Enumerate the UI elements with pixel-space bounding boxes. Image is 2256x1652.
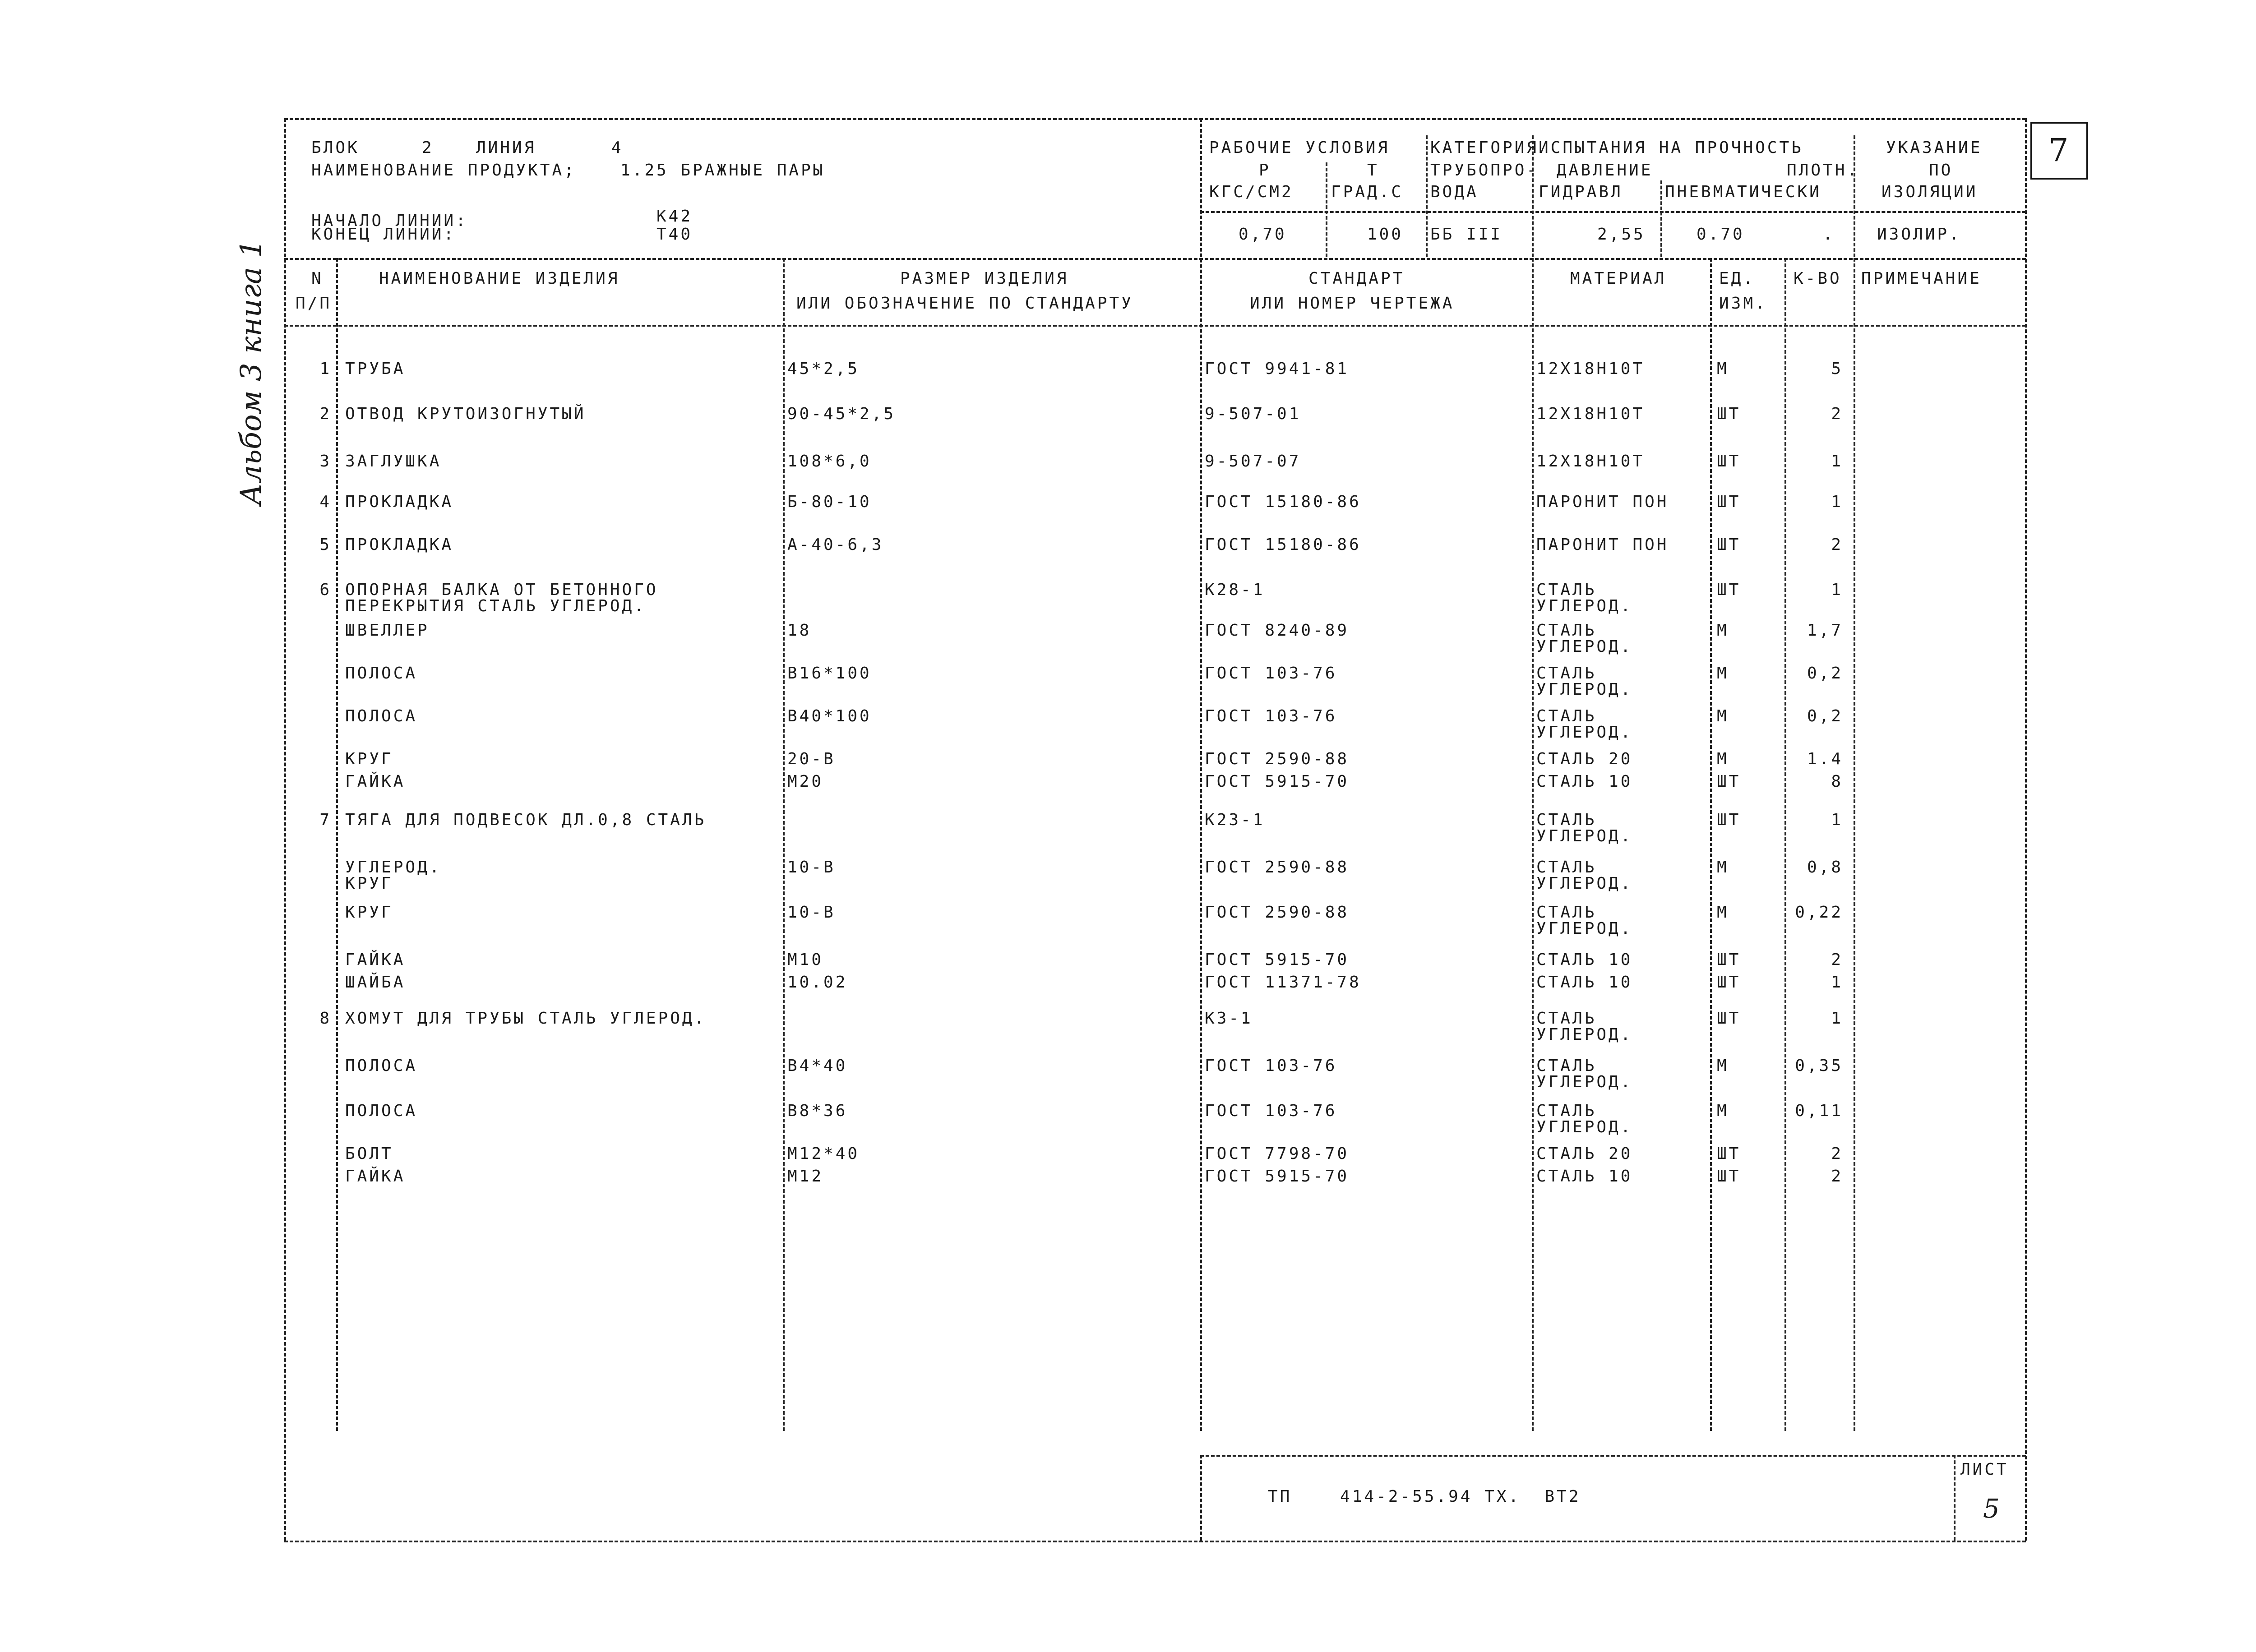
work-conditions-header: РАБОЧИЕ УСЛОВИЯ [1209, 138, 1390, 157]
footer-top-line [1200, 1455, 2026, 1457]
item-size: М10 [787, 951, 824, 969]
corner-sheet-box [2030, 122, 2088, 180]
tests-hydraulic: ГИДРАВЛ [1539, 183, 1623, 201]
item-material: СТАЛЬ [1536, 664, 1597, 683]
hdr-divider-cat [1426, 135, 1428, 257]
item-size: М12*40 [787, 1144, 860, 1163]
item-material: СТАЛЬ [1536, 903, 1597, 922]
item-name-continued: КРУГ [345, 874, 393, 893]
item-size: 18 [787, 621, 812, 640]
row-number: 5 [319, 535, 332, 554]
hdr-divider-pneu [1660, 180, 1662, 257]
item-qty: 2 [1831, 1167, 1843, 1186]
item-unit: ШТ [1717, 405, 1741, 423]
item-standard: ГОСТ 2590-88 [1205, 750, 1350, 768]
insulation-header-3: ИЗОЛЯЦИИ [1882, 183, 1978, 201]
item-material-continued: УГЛЕРОД. [1536, 827, 1633, 845]
columns-bottom-line [284, 325, 2026, 327]
item-size: 10.02 [787, 973, 848, 992]
item-material: 12Х18Н10Т [1536, 452, 1645, 471]
end-label: КОНЕЦ ЛИНИИ: [311, 225, 456, 244]
item-qty: 8 [1831, 772, 1843, 791]
item-standard: ГОСТ 11371-78 [1205, 973, 1361, 992]
insulation-header-2: ПО [1929, 161, 1953, 180]
item-name: ХОМУТ ДЛЯ ТРУБЫ СТАЛЬ УГЛЕРОД. [345, 1009, 707, 1028]
item-material: СТАЛЬ [1536, 621, 1597, 640]
col-header-std-2: ИЛИ НОМЕР ЧЕРТЕЖА [1250, 294, 1455, 313]
hdr-divider-t [1326, 162, 1327, 257]
col-header-unit-1: ЕД. [1719, 269, 1756, 288]
item-name: ПОЛОСА [345, 1102, 418, 1120]
item-name: ГАЙКА [345, 951, 406, 969]
col-divider-size [783, 258, 785, 1431]
item-size: М12 [787, 1167, 824, 1186]
item-qty: 2 [1831, 1144, 1843, 1163]
item-qty: 1 [1831, 1009, 1843, 1028]
item-material: СТАЛЬ 10 [1536, 1167, 1633, 1186]
item-size: 108*6,0 [787, 452, 872, 471]
item-material-continued: УГЛЕРОД. [1536, 637, 1633, 656]
t-value: 100 [1367, 225, 1404, 244]
item-unit: ШТ [1717, 1144, 1741, 1163]
item-qty: 2 [1831, 535, 1843, 554]
sheet-label: ЛИСТ [1960, 1460, 2009, 1479]
block-label: БЛОК [311, 138, 360, 157]
col-header-material: МАТЕРИАЛ [1570, 269, 1667, 288]
item-unit: М [1717, 903, 1729, 922]
col-header-size-1: РАЗМЕР ИЗДЕЛИЯ [900, 269, 1069, 288]
item-unit: ШТ [1717, 535, 1741, 554]
col-header-std-1: СТАНДАРТ [1308, 269, 1405, 288]
item-name: ОПОРНАЯ БАЛКА ОТ БЕТОННОГО [345, 581, 658, 599]
header-line-2 [284, 258, 2026, 260]
item-name: ПОЛОСА [345, 664, 418, 683]
line-label: ЛИНИЯ [476, 138, 536, 157]
footer-left-line [1200, 1455, 1202, 1541]
item-name: ПОЛОСА [345, 1057, 418, 1075]
item-name-continued: ПЕРЕКРЫТИЯ СТАЛЬ УГЛЕРОД. [345, 597, 646, 615]
item-size: В40*100 [787, 707, 872, 725]
item-name: ЗАГЛУШКА [345, 452, 442, 471]
item-unit: М [1717, 360, 1729, 378]
row-number: 6 [319, 581, 332, 599]
col-header-num-1: N [311, 269, 324, 288]
item-name: УГЛЕРОД. [345, 858, 442, 877]
item-qty: 0,2 [1807, 664, 1843, 683]
item-material: СТАЛЬ [1536, 1102, 1597, 1120]
item-qty: 2 [1831, 405, 1843, 423]
col-divider-mat [1532, 258, 1534, 1431]
item-name: ШВЕЛЛЕР [345, 621, 430, 640]
item-material-continued: УГЛЕРОД. [1536, 680, 1633, 699]
col-divider-qty [1784, 258, 1786, 1431]
row-number: 3 [319, 452, 332, 471]
col-header-name: НАИМЕНОВАНИЕ ИЗДЕЛИЯ [379, 269, 620, 288]
item-standard: ГОСТ 103-76 [1205, 1057, 1337, 1075]
item-unit: ШТ [1717, 1009, 1741, 1028]
item-qty: 0,8 [1807, 858, 1843, 877]
item-standard: ГОСТ 103-76 [1205, 664, 1337, 683]
item-material-continued: УГЛЕРОД. [1536, 874, 1633, 893]
item-unit: ШТ [1717, 493, 1741, 511]
item-qty: 0,35 [1795, 1057, 1843, 1075]
p-label: Р [1259, 161, 1271, 180]
item-material: ПАРОНИТ ПОН [1536, 535, 1669, 554]
item-unit: М [1717, 707, 1729, 725]
p-value: 0,70 [1239, 225, 1287, 244]
item-unit: ШТ [1717, 581, 1741, 599]
item-name: ТЯГА ДЛЯ ПОДВЕСОК ДЛ.0,8 СТАЛЬ [345, 811, 707, 829]
tests-pressure: ДАВЛЕНИЕ [1557, 161, 1653, 180]
item-unit: ШТ [1717, 1167, 1741, 1186]
item-qty: 2 [1831, 951, 1843, 969]
p-unit: КГС/СМ2 [1209, 183, 1294, 201]
item-qty: 1.4 [1807, 750, 1843, 768]
tests-pneumatic: ПНЕВМАТИЧЕСКИ [1665, 183, 1821, 201]
row-number: 7 [319, 811, 332, 829]
corner-sheet-number: 7 [2048, 132, 2069, 169]
item-material: СТАЛЬ 20 [1536, 750, 1633, 768]
t-unit: ГРАД.С [1331, 183, 1404, 201]
insulation-header-1: УКАЗАНИЕ [1886, 138, 1983, 157]
frame-right [2025, 118, 2027, 1541]
start-label: НАЧАЛО ЛИНИИ: [311, 212, 468, 230]
row-number: 4 [319, 493, 332, 511]
hdr-divider-ins [1854, 135, 1855, 257]
item-unit: М [1717, 750, 1729, 768]
item-size: М20 [787, 772, 824, 791]
item-name: БОЛТ [345, 1144, 393, 1163]
item-qty: 1 [1831, 493, 1843, 511]
pneumatic-value: 0.70 [1697, 225, 1745, 244]
item-material-continued: УГЛЕРОД. [1536, 1025, 1633, 1044]
item-material: СТАЛЬ [1536, 581, 1597, 599]
item-standard: 9-507-01 [1205, 405, 1301, 423]
col-header-note: ПРИМЕЧАНИЕ [1861, 269, 1982, 288]
item-size: 20-В [787, 750, 836, 768]
item-standard: 9-507-07 [1205, 452, 1301, 471]
col-divider-num [336, 258, 338, 1431]
item-standard: ГОСТ 5915-70 [1205, 951, 1350, 969]
col-header-qty: К-ВО [1794, 269, 1842, 288]
item-qty: 1 [1831, 581, 1843, 599]
item-standard: К28-1 [1205, 581, 1265, 599]
item-material: СТАЛЬ 10 [1536, 772, 1633, 791]
item-material: 12Х18Н10Т [1536, 405, 1645, 423]
end-value: Т40 [656, 225, 693, 244]
item-standard: ГОСТ 9941-81 [1205, 360, 1350, 378]
density-header: ПЛОТН. [1787, 161, 1859, 180]
item-qty: 0,22 [1795, 903, 1843, 922]
item-unit: М [1717, 621, 1729, 640]
block-value: 2 [422, 138, 434, 157]
item-material: СТАЛЬ 10 [1536, 973, 1633, 992]
col-divider-note [1854, 258, 1855, 1431]
document-designation: ТП 414-2-55.94 ТХ. ВТ2 [1268, 1487, 1581, 1506]
item-unit: ШТ [1717, 452, 1741, 471]
item-qty: 1 [1831, 973, 1843, 992]
item-name: КРУГ [345, 750, 393, 768]
album-note: Альбом 3 книга 1 [235, 239, 268, 505]
row-number: 2 [319, 405, 332, 423]
item-standard: ГОСТ 103-76 [1205, 1102, 1337, 1120]
t-label: Т [1367, 161, 1379, 180]
item-size: В8*36 [787, 1102, 848, 1120]
category-header-2: ТРУБОПРО- [1430, 161, 1539, 180]
item-unit: ШТ [1717, 811, 1741, 829]
item-size: В16*100 [787, 664, 872, 683]
footer-sheet-divider [1954, 1455, 1956, 1541]
item-name: ПРОКЛАДКА [345, 535, 454, 554]
tests-header: ИСПЫТАНИЯ НА ПРОЧНОСТЬ [1539, 138, 1803, 157]
item-unit: М [1717, 664, 1729, 683]
item-standard: ГОСТ 103-76 [1205, 707, 1337, 725]
item-unit: ШТ [1717, 772, 1741, 791]
item-standard: ГОСТ 8240-89 [1205, 621, 1350, 640]
item-name: ГАЙКА [345, 1167, 406, 1186]
item-name: КРУГ [345, 903, 393, 922]
item-size: 90-45*2,5 [787, 405, 896, 423]
item-name: ПОЛОСА [345, 707, 418, 725]
item-qty: 1 [1831, 452, 1843, 471]
item-name: ШАЙБА [345, 973, 406, 992]
hydraulic-value: 2,55 [1597, 225, 1646, 244]
category-value: ББ III [1430, 225, 1503, 244]
item-unit: М [1717, 1057, 1729, 1075]
item-material: СТАЛЬ 20 [1536, 1144, 1633, 1163]
product-value: 1.25 БРАЖНЫЕ ПАРЫ [620, 161, 825, 180]
item-material-continued: УГЛЕРОД. [1536, 597, 1633, 615]
item-qty: 0,2 [1807, 707, 1843, 725]
item-qty: 5 [1831, 360, 1843, 378]
item-material: СТАЛЬ [1536, 707, 1597, 725]
item-material-continued: УГЛЕРОД. [1536, 1073, 1633, 1091]
item-name: ОТВОД КРУТОИЗОГНУТЫЙ [345, 405, 586, 423]
item-standard: ГОСТ 5915-70 [1205, 772, 1350, 791]
item-name: ПРОКЛАДКА [345, 493, 454, 511]
item-standard: ГОСТ 5915-70 [1205, 1167, 1350, 1186]
item-size: Б-80-10 [787, 493, 872, 511]
frame-left [284, 118, 286, 1541]
frame-top [284, 118, 2026, 120]
item-material-continued: УГЛЕРОД. [1536, 1118, 1633, 1136]
item-unit: М [1717, 1102, 1729, 1120]
item-unit: ШТ [1717, 951, 1741, 969]
item-material: СТАЛЬ [1536, 858, 1597, 877]
item-unit: М [1717, 858, 1729, 877]
row-number: 1 [319, 360, 332, 378]
item-material-continued: УГЛЕРОД. [1536, 919, 1633, 938]
start-value: К42 [656, 207, 693, 226]
item-material: СТАЛЬ [1536, 1009, 1597, 1028]
col-header-unit-2: ИЗМ. [1719, 294, 1767, 313]
item-standard: ГОСТ 15180-86 [1205, 535, 1361, 554]
item-standard: К3-1 [1205, 1009, 1253, 1028]
item-size: 45*2,5 [787, 360, 860, 378]
item-material: ПАРОНИТ ПОН [1536, 493, 1669, 511]
row-number: 8 [319, 1009, 332, 1028]
item-name: ГАЙКА [345, 772, 406, 791]
item-standard: ГОСТ 7798-70 [1205, 1144, 1350, 1163]
item-material: СТАЛЬ 10 [1536, 951, 1633, 969]
item-standard: ГОСТ 15180-86 [1205, 493, 1361, 511]
col-header-num-2: П/П [296, 294, 332, 313]
item-size: В4*40 [787, 1057, 848, 1075]
col-divider-unit [1710, 258, 1712, 1431]
product-label: НАИМЕНОВАНИЕ ПРОДУКТА; [311, 161, 576, 180]
insulation-value: ИЗОЛИР. [1877, 225, 1961, 244]
item-qty: 1,7 [1807, 621, 1843, 640]
category-header-1: КАТЕГОРИЯ [1430, 138, 1539, 157]
item-qty: 1 [1831, 811, 1843, 829]
col-divider-std [1200, 118, 1202, 1431]
item-standard: ГОСТ 2590-88 [1205, 903, 1350, 922]
item-standard: К23-1 [1205, 811, 1265, 829]
sheet-number: 5 [1983, 1493, 2000, 1524]
frame-bottom [284, 1541, 2026, 1542]
line-value: 4 [611, 138, 624, 157]
item-unit: ШТ [1717, 973, 1741, 992]
item-size: А-40-6,3 [787, 535, 884, 554]
density-value: . [1823, 225, 1835, 244]
item-name: ТРУБА [345, 360, 406, 378]
header-conditions-divider [1200, 211, 2026, 213]
item-qty: 0,11 [1795, 1102, 1843, 1120]
item-standard: ГОСТ 2590-88 [1205, 858, 1350, 877]
item-material: СТАЛЬ [1536, 1057, 1597, 1075]
item-material-continued: УГЛЕРОД. [1536, 723, 1633, 742]
col-header-size-2: ИЛИ ОБОЗНАЧЕНИЕ ПО СТАНДАРТУ [796, 294, 1133, 313]
item-material: 12Х18Н10Т [1536, 360, 1645, 378]
item-size: 10-В [787, 903, 836, 922]
item-material: СТАЛЬ [1536, 811, 1597, 829]
category-header-3: ВОДА [1430, 183, 1479, 201]
item-size: 10-В [787, 858, 836, 877]
